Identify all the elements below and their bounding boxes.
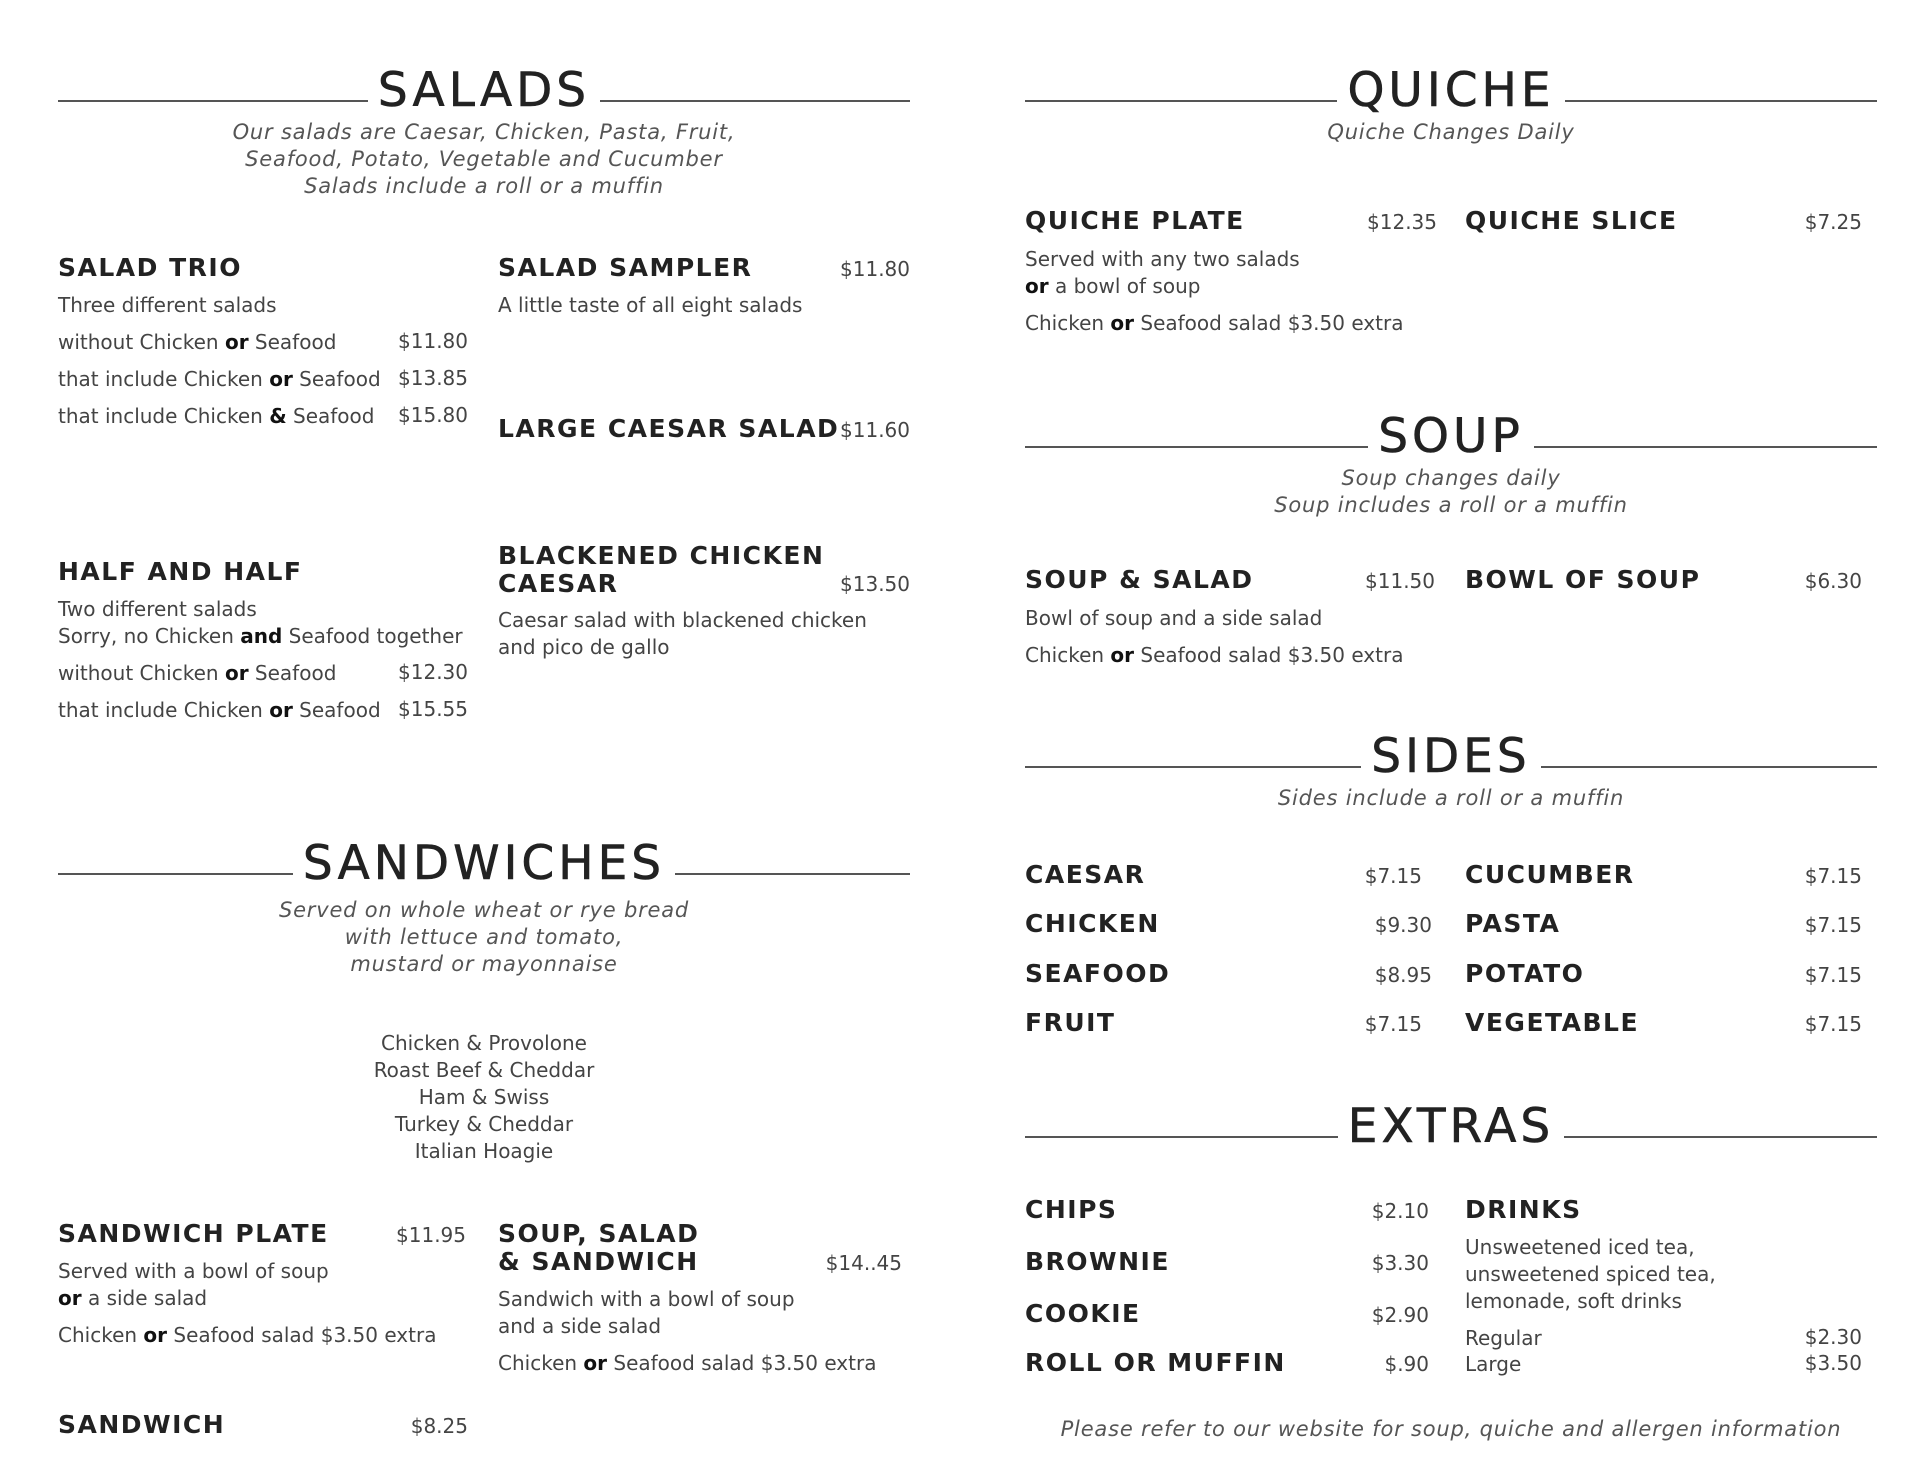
divider-line <box>600 100 910 102</box>
side-price: $7.15 <box>1804 963 1862 987</box>
item-sandwich: SANDWICH <box>58 1410 226 1439</box>
option-line: that include Chicken or Seafood <box>58 367 381 391</box>
item-extra: Chicken or Seafood salad $3.50 extra <box>58 1323 437 1347</box>
side-price: $8.95 <box>1374 963 1432 987</box>
soup-subtitle <box>1025 465 1877 519</box>
subtitle-line: Soup includes a roll or a muffin <box>1274 493 1628 517</box>
item-desc: Served with a bowl of soup <box>58 1259 329 1283</box>
extra-item: BROWNIE <box>1025 1247 1170 1276</box>
list-item: Chicken & Provolone <box>381 1031 587 1055</box>
divider-line <box>1541 766 1877 768</box>
item-desc: Sorry, no Chicken and Seafood together <box>58 624 463 648</box>
side-item: CHICKEN <box>1025 909 1160 938</box>
divider-line <box>58 873 293 875</box>
quiche-header <box>1025 60 1877 120</box>
subtitle-line: Seafood, Potato, Vegetable and Cucumber <box>245 147 723 171</box>
item-price: $8.25 <box>410 1414 468 1438</box>
divider-line <box>1565 100 1877 102</box>
item-half-and-half: HALF AND HALF <box>58 557 303 586</box>
side-price: $7.15 <box>1804 913 1862 937</box>
item-desc: or a bowl of soup <box>1025 274 1201 298</box>
item-extra: Chicken or Seafood salad $3.50 extra <box>1025 311 1404 335</box>
item-salad-trio: SALAD TRIO <box>58 253 242 282</box>
item-price: $11.60 <box>840 418 910 442</box>
extra-item: COOKIE <box>1025 1299 1141 1328</box>
section-title-extras: EXTRAS <box>1347 1098 1555 1154</box>
section-title-sides: SIDES <box>1371 728 1531 784</box>
item-desc: Three different salads <box>58 293 277 317</box>
footer-note: Please refer to our website for soup, quiche and allergen information <box>1060 1417 1842 1441</box>
side-price: $7.15 <box>1364 1012 1422 1036</box>
drink-size-label: Regular <box>1465 1326 1542 1350</box>
side-item: VEGETABLE <box>1465 1008 1640 1037</box>
divider-line <box>1025 100 1337 102</box>
salads-header <box>58 60 910 120</box>
item-desc: Caesar salad with blackened chicken <box>498 608 867 632</box>
sides-subtitle: Sides include a roll or a muffin <box>1277 786 1625 810</box>
item-price: $6.30 <box>1804 569 1862 593</box>
divider-line <box>675 873 910 875</box>
item-blackened-chicken-caesar: BLACKENED CHICKEN CAESAR <box>498 541 825 598</box>
divider-line <box>1534 446 1877 448</box>
option-price: $11.80 <box>398 329 468 353</box>
option-line: that include Chicken & Seafood <box>58 404 375 428</box>
divider-line <box>1025 766 1361 768</box>
subtitle-line: Soup changes daily <box>1341 466 1561 490</box>
list-item: Ham & Swiss <box>418 1085 550 1109</box>
extra-price: $.90 <box>1384 1352 1429 1376</box>
section-title-soup: SOUP <box>1378 408 1524 464</box>
item-desc: A little taste of all eight salads <box>498 293 803 317</box>
drink-size-price: $2.30 <box>1804 1325 1862 1349</box>
sandwich-list <box>58 1030 910 1165</box>
side-item: FRUIT <box>1025 1008 1116 1037</box>
section-title-salads: SALADS <box>377 62 591 118</box>
extra-price: $2.90 <box>1371 1303 1429 1327</box>
item-soup-and-salad: SOUP & SALAD <box>1025 565 1254 594</box>
divider-line <box>1025 1136 1338 1138</box>
sides-header <box>1025 726 1877 786</box>
option-line: without Chicken or Seafood <box>58 330 337 354</box>
item-price: $11.95 <box>396 1223 466 1247</box>
salads-subtitle <box>58 119 910 200</box>
item-quiche-plate: QUICHE PLATE <box>1025 206 1245 235</box>
option-line: that include Chicken or Seafood <box>58 698 381 722</box>
side-item: CUCUMBER <box>1465 860 1635 889</box>
item-salad-sampler: SALAD SAMPLER <box>498 253 753 282</box>
item-quiche-slice: QUICHE SLICE <box>1465 206 1678 235</box>
option-price: $13.85 <box>398 366 468 390</box>
side-price: $7.15 <box>1804 1012 1862 1036</box>
quiche-subtitle: Quiche Changes Daily <box>1327 120 1575 144</box>
sandwiches-subtitle <box>58 897 910 978</box>
extra-price: $3.30 <box>1371 1251 1429 1275</box>
item-sandwich-plate: SANDWICH PLATE <box>58 1219 329 1248</box>
item-price: $12.35 <box>1367 210 1437 234</box>
item-desc: Unsweetened iced tea, unsweetened spiced tea, lemonade, soft drinks <box>1465 1235 1716 1313</box>
drink-size-label: Large <box>1465 1352 1522 1376</box>
item-desc: Served with any two salads <box>1025 247 1300 271</box>
item-extra: Chicken or Seafood salad $3.50 extra <box>1025 643 1404 667</box>
divider-line <box>58 100 368 102</box>
item-desc: Two different salads <box>58 597 257 621</box>
subtitle-line: with lettuce and tomato, <box>344 925 624 949</box>
item-price: $11.80 <box>840 257 910 281</box>
extra-price: $2.10 <box>1371 1199 1429 1223</box>
side-price: $7.15 <box>1804 864 1862 888</box>
item-price: $11.50 <box>1365 569 1435 593</box>
sandwiches-header <box>58 833 910 893</box>
side-price: $9.30 <box>1374 913 1432 937</box>
subtitle-line: Our salads are Caesar, Chicken, Pasta, Fruit, <box>232 120 736 144</box>
item-desc: or a side salad <box>58 1286 208 1310</box>
item-desc: and pico de gallo <box>498 635 670 659</box>
option-price: $15.80 <box>398 403 468 427</box>
item-price: $13.50 <box>840 572 910 596</box>
item-bowl-of-soup: BOWL OF SOUP <box>1465 565 1701 594</box>
divider-line <box>1564 1136 1877 1138</box>
section-title-sandwiches: SANDWICHES <box>302 835 666 891</box>
item-desc: and a side salad <box>498 1314 662 1338</box>
side-item: POTATO <box>1465 959 1585 988</box>
extra-item: CHIPS <box>1025 1195 1118 1224</box>
side-item: SEAFOOD <box>1025 959 1171 988</box>
option-price: $12.30 <box>398 660 468 684</box>
item-soup-salad-sandwich: SOUP, SALAD & SANDWICH <box>498 1219 700 1276</box>
subtitle-line: Served on whole wheat or rye bread <box>278 898 690 922</box>
item-drinks: DRINKS <box>1465 1195 1582 1224</box>
list-item: Turkey & Cheddar <box>394 1112 574 1136</box>
item-extra: Chicken or Seafood salad $3.50 extra <box>498 1351 877 1375</box>
item-large-caesar: LARGE CAESAR SALAD <box>498 414 840 443</box>
side-item: CAESAR <box>1025 860 1146 889</box>
divider-line <box>1025 446 1368 448</box>
section-title-quiche: QUICHE <box>1347 62 1555 118</box>
item-desc: Sandwich with a bowl of soup <box>498 1287 795 1311</box>
option-line: without Chicken or Seafood <box>58 661 337 685</box>
soup-header <box>1025 406 1877 466</box>
item-price: $7.25 <box>1804 210 1862 234</box>
extras-header <box>1025 1096 1877 1156</box>
side-price: $7.15 <box>1364 864 1422 888</box>
side-item: PASTA <box>1465 909 1561 938</box>
list-item: Italian Hoagie <box>414 1139 554 1163</box>
extra-item: ROLL OR MUFFIN <box>1025 1348 1286 1377</box>
subtitle-line: Salads include a roll or a muffin <box>304 174 664 198</box>
option-price: $15.55 <box>398 697 468 721</box>
drink-size-price: $3.50 <box>1804 1351 1862 1375</box>
subtitle-line: mustard or mayonnaise <box>350 952 618 976</box>
list-item: Roast Beef & Cheddar <box>373 1058 595 1082</box>
item-price: $14..45 <box>825 1251 902 1275</box>
item-desc: Bowl of soup and a side salad <box>1025 606 1323 630</box>
